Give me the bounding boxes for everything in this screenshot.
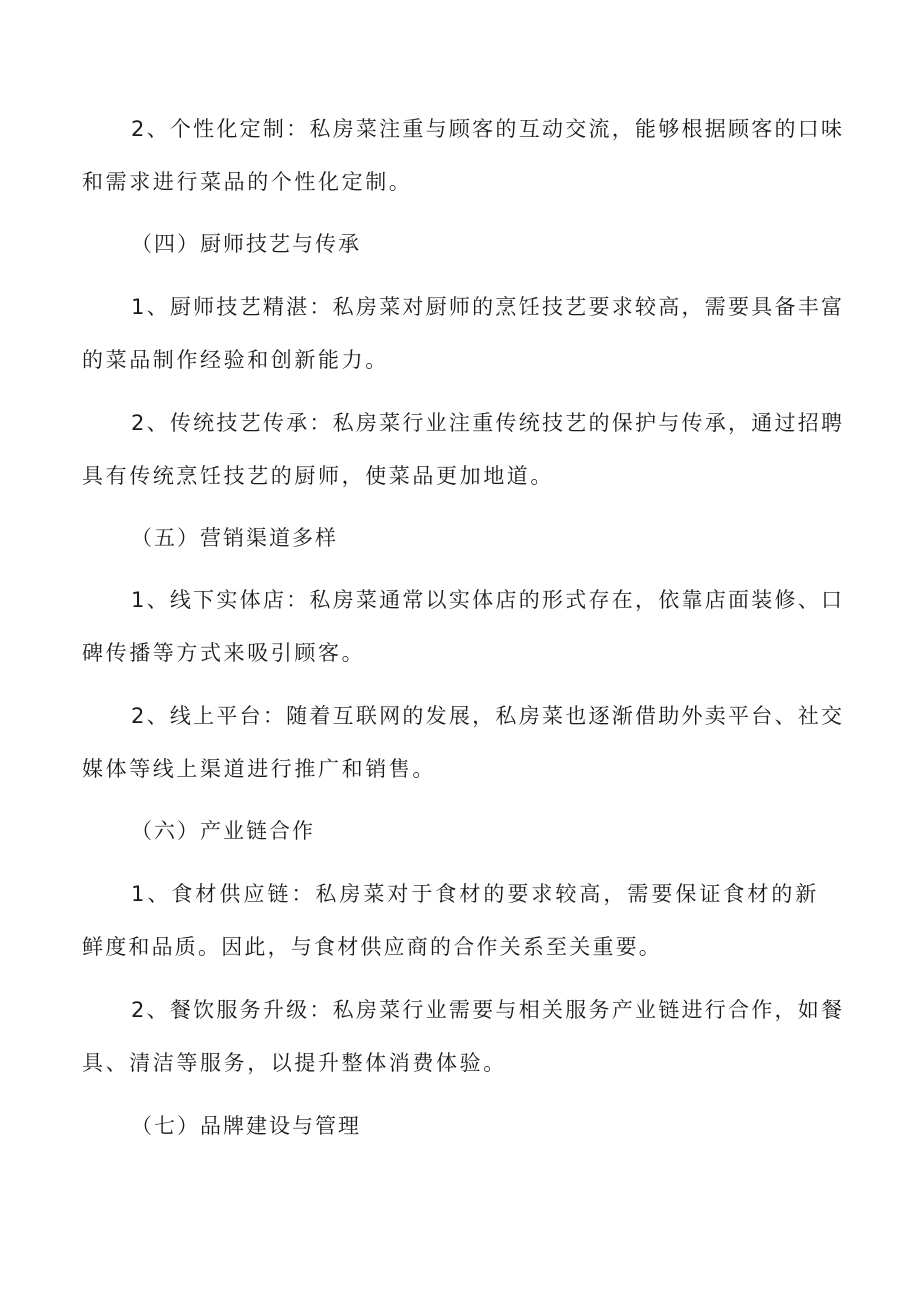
paragraph-chef-skill-line-2: 的菜品制作经验和创新能力。 [82, 348, 389, 372]
paragraph-offline-store-line-1: 1、线下实体店：私房菜通常以实体店的形式存在，依靠店面装修、口 [131, 588, 842, 612]
paragraph-chef-skill-line-1: 1、厨师技艺精湛：私房菜对厨师的烹饪技艺要求较高，需要具备丰富 [131, 295, 842, 319]
paragraph-service-upgrade-line-2: 具、清洁等服务，以提升整体消费体验。 [82, 1051, 507, 1075]
paragraph-offline-store-line-2: 碑传播等方式来吸引顾客。 [82, 641, 366, 665]
section-heading-marketing-channels: （五）营销渠道多样 [131, 526, 338, 550]
paragraph-online-platform-line-1: 2、线上平台：随着互联网的发展，私房菜也逐渐借助外卖平台、社交 [131, 704, 842, 728]
paragraph-ingredient-supply-line-2: 鲜度和品质。因此，与食材供应商的合作关系至关重要。 [82, 935, 662, 959]
paragraph-online-platform-line-2: 媒体等线上渠道进行推广和销售。 [82, 757, 436, 781]
paragraph-personalization-line-1: 2、个性化定制：私房菜注重与顾客的互动交流，能够根据顾客的口味 [131, 117, 842, 141]
paragraph-tradition-line-1: 2、传统技艺传承：私房菜行业注重传统技艺的保护与传承，通过招聘 [131, 411, 842, 435]
section-heading-supply-chain: （六）产业链合作 [131, 819, 315, 843]
section-heading-brand-building: （七）品牌建设与管理 [131, 1114, 361, 1138]
paragraph-tradition-line-2: 具有传统烹饪技艺的厨师，使菜品更加地道。 [82, 464, 554, 488]
section-heading-chef-skills: （四）厨师技艺与传承 [131, 232, 361, 256]
paragraph-ingredient-supply-line-1: 1、食材供应链：私房菜对于食材的要求较高，需要保证食材的新 [131, 882, 820, 906]
paragraph-service-upgrade-line-1: 2、餐饮服务升级：私房菜行业需要与相关服务产业链进行合作，如餐 [131, 998, 842, 1022]
paragraph-personalization-line-2: 和需求进行菜品的个性化定制。 [82, 170, 413, 194]
